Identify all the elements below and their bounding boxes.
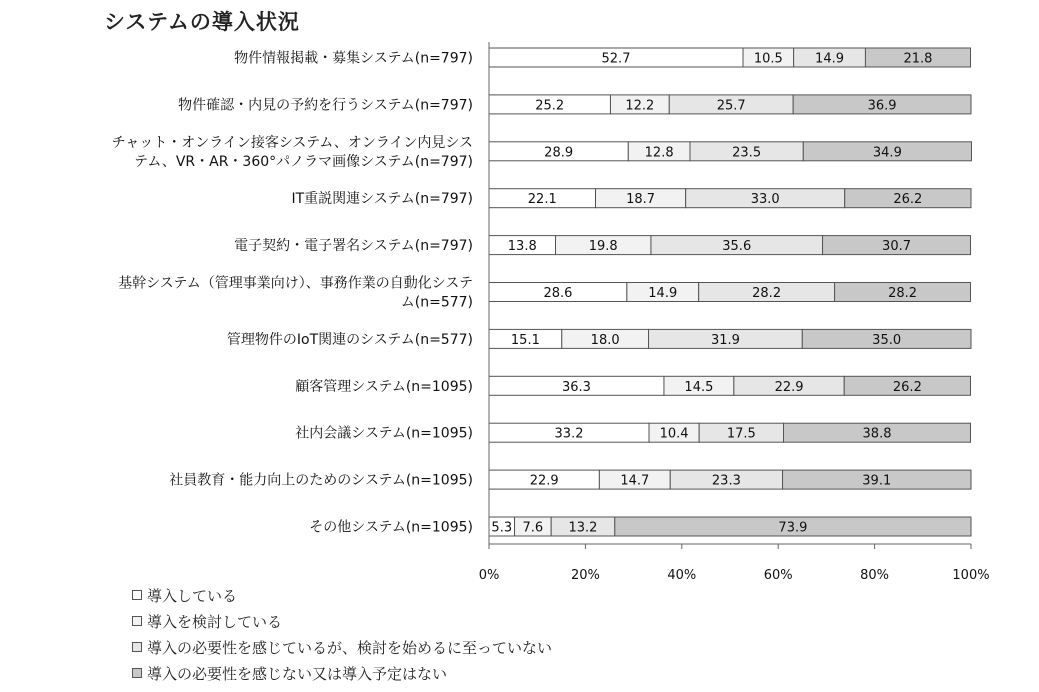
category-label: 電子契約・電子署名システム(n=797) bbox=[234, 238, 473, 255]
data-label: 34.9 bbox=[872, 145, 902, 161]
category-labels-layer bbox=[112, 50, 473, 536]
legend-swatch bbox=[132, 616, 142, 626]
data-label: 10.5 bbox=[753, 51, 783, 67]
category-label: ム(n=577) bbox=[400, 294, 473, 311]
legend-label: 導入の必要性を感じているが、検討を始めるに至っていない bbox=[147, 638, 553, 657]
legend-swatch bbox=[132, 642, 142, 652]
data-label: 13.8 bbox=[507, 239, 537, 255]
x-tick-label: 20% bbox=[570, 568, 600, 583]
data-label: 14.5 bbox=[684, 379, 714, 395]
data-label: 35.0 bbox=[872, 332, 902, 348]
data-label: 18.0 bbox=[590, 332, 620, 348]
data-label: 21.8 bbox=[903, 51, 933, 67]
data-label: 39.1 bbox=[862, 473, 892, 489]
x-tick-label: 60% bbox=[763, 568, 793, 583]
data-label: 18.7 bbox=[626, 192, 656, 208]
legend-swatch bbox=[132, 590, 142, 600]
data-label: 28.2 bbox=[752, 286, 782, 301]
legend-item bbox=[132, 582, 552, 608]
legend-item bbox=[132, 608, 552, 634]
legend bbox=[132, 582, 552, 686]
data-label: 22.1 bbox=[527, 192, 557, 208]
data-label: 7.6 bbox=[522, 520, 544, 536]
data-label: 23.3 bbox=[711, 473, 741, 489]
data-label: 22.9 bbox=[774, 379, 804, 395]
category-label: 基幹システム（管理事業向け）、事務作業の自動化システ bbox=[118, 275, 473, 292]
data-label: 35.6 bbox=[722, 239, 752, 255]
x-tick-label: 100% bbox=[952, 568, 990, 583]
category-label: IT重説関連システム(n=797) bbox=[291, 191, 473, 208]
data-label: 36.3 bbox=[562, 379, 591, 395]
data-label: 14.9 bbox=[648, 286, 678, 301]
data-label: 26.2 bbox=[893, 192, 923, 208]
data-label: 30.7 bbox=[882, 239, 912, 255]
x-axis bbox=[479, 42, 990, 583]
data-label: 23.5 bbox=[732, 145, 762, 161]
data-label: 33.2 bbox=[554, 426, 584, 442]
data-label: 5.3 bbox=[491, 520, 513, 536]
data-label: 38.8 bbox=[862, 426, 892, 442]
data-label: 13.2 bbox=[568, 520, 598, 536]
data-label: 12.8 bbox=[644, 145, 674, 161]
data-label: 22.9 bbox=[529, 473, 559, 489]
category-label: その他システム(n=1095) bbox=[309, 519, 473, 536]
legend-item bbox=[132, 660, 552, 686]
data-label: 36.9 bbox=[867, 98, 897, 114]
chart-title: システムの導入状況 bbox=[104, 10, 300, 34]
category-label: 管理物件のIoT関連のシステム(n=577) bbox=[226, 331, 473, 348]
data-label: 25.7 bbox=[716, 98, 746, 114]
legend-swatch bbox=[132, 668, 142, 678]
data-label: 28.9 bbox=[544, 145, 574, 161]
category-label: 物件情報掲載・募集システム(n=797) bbox=[234, 50, 473, 67]
legend-label: 導入を検討している bbox=[147, 612, 283, 631]
category-label: 社員教育・能力向上のためのシステム(n=1095) bbox=[169, 472, 473, 489]
category-label: 顧客管理システム(n=1095) bbox=[295, 378, 473, 395]
data-label: 15.1 bbox=[510, 332, 540, 348]
category-label: 物件確認・内見の予約を行うシステム(n=797) bbox=[178, 97, 473, 114]
data-label: 28.6 bbox=[543, 286, 573, 301]
x-tick-label: 0% bbox=[478, 568, 500, 583]
category-label: チャット・オンライン接客システム、オンライン内見シス bbox=[111, 134, 473, 151]
data-label: 14.7 bbox=[620, 473, 650, 489]
bars-layer bbox=[489, 48, 971, 536]
category-label: テム、VR・AR・360°パノラマ画像システム(n=797) bbox=[134, 153, 473, 170]
data-label: 25.2 bbox=[535, 98, 565, 114]
legend-item bbox=[132, 634, 552, 660]
data-label: 73.9 bbox=[778, 520, 808, 536]
x-tick-label: 40% bbox=[667, 568, 697, 583]
data-label: 52.7 bbox=[601, 51, 631, 67]
category-label: 社内会議システム(n=1095) bbox=[295, 425, 473, 442]
data-label: 19.8 bbox=[588, 239, 618, 255]
data-label: 10.4 bbox=[659, 426, 689, 442]
data-label: 31.9 bbox=[710, 332, 740, 348]
data-label: 26.2 bbox=[892, 379, 922, 395]
data-label: 17.5 bbox=[726, 426, 756, 442]
data-label: 28.2 bbox=[888, 286, 918, 301]
x-tick-label: 80% bbox=[860, 568, 890, 583]
data-label: 12.2 bbox=[625, 98, 655, 114]
data-label: 14.9 bbox=[815, 51, 845, 67]
data-label: 33.0 bbox=[750, 192, 780, 208]
legend-label: 導入の必要性を感じない又は導入予定はない bbox=[147, 664, 448, 683]
legend-label: 導入している bbox=[147, 586, 238, 605]
